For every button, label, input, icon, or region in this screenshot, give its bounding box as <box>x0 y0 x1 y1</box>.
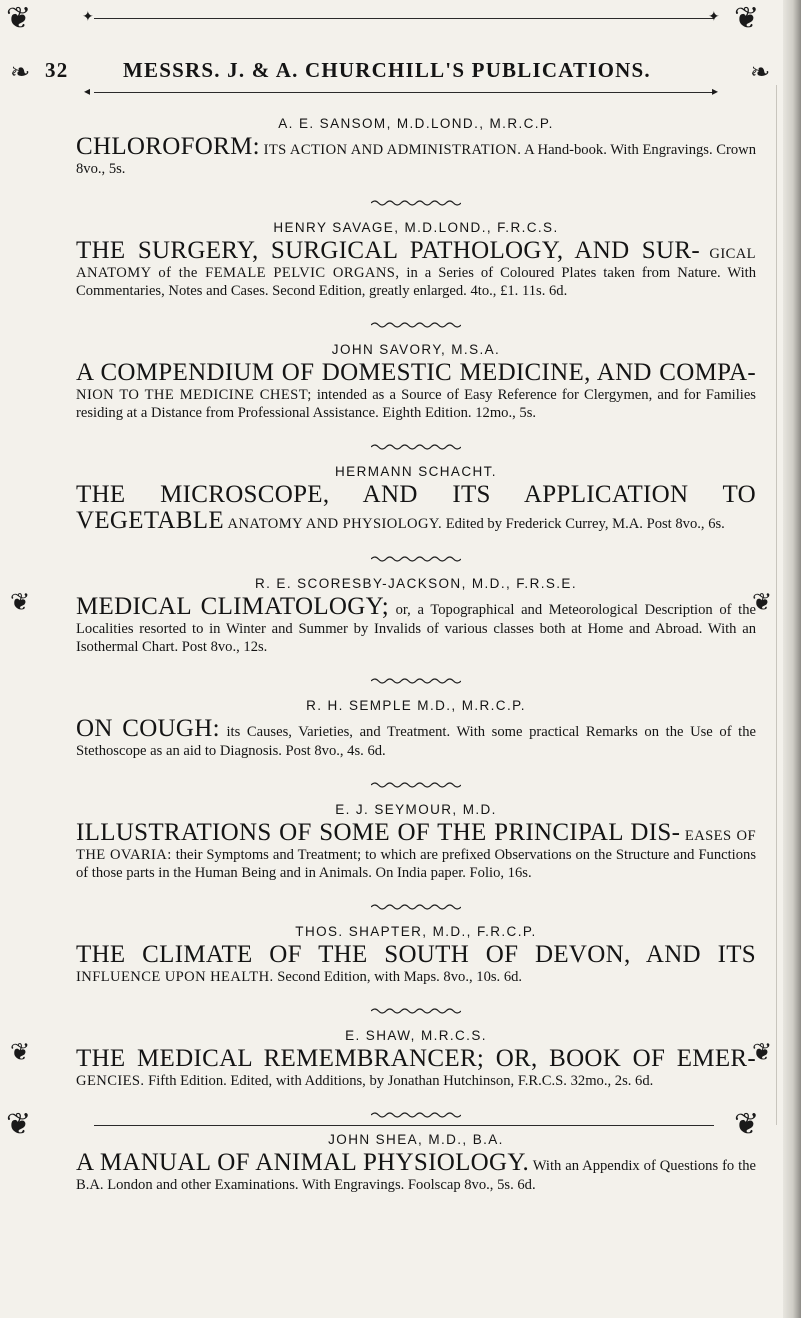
entry-body <box>76 942 756 986</box>
entry-title: THE MEDICAL REMEMBRANCER; OR, BOOK OF EMER- <box>76 1045 756 1072</box>
entry-body <box>76 238 756 300</box>
entry-title: THE MICROSCOPE, AND ITS APPLICATION TO VEGETABLE <box>76 481 756 534</box>
margin-rule <box>776 85 777 1125</box>
left-vine-ornament-icon: ❧ <box>10 58 31 86</box>
entry-author: A. E. SANSOM, M.D.LOND., M.R.C.P. <box>278 116 554 131</box>
head-rule-left-icon: ◂ <box>84 84 91 98</box>
entry-author: JOHN SAVORY, M.S.A. <box>331 342 501 357</box>
entry-details: Fifth Edition. Edited, with Additions, by Jonathan Hutchinson, F.R.C.S. 32mo., 2s. 6d. <box>148 1073 654 1089</box>
catalogue-entry <box>76 924 756 986</box>
entry-author: R. H. SEMPLE M.D., M.R.C.P. <box>306 698 526 713</box>
entry-details: Edited by Frederick Currey, M.A. Post 8vo., 6s. <box>445 516 725 532</box>
entry-title: A COMPENDIUM OF DOMESTIC MEDICINE, AND COMPA- <box>76 359 756 386</box>
entry-separator <box>371 320 461 330</box>
top-border-line <box>94 18 714 19</box>
catalogue-entries <box>76 116 756 1194</box>
entry-body <box>76 1150 756 1194</box>
page-number: 32 <box>45 58 69 82</box>
entry-title: A MANUAL OF ANIMAL PHYSIOLOGY. <box>76 1149 530 1176</box>
left-mid-ornament-icon: ❦ <box>10 588 31 616</box>
entry-body <box>76 594 756 656</box>
entry-separator <box>371 902 461 912</box>
entry-author: E. J. SEYMOUR, M.D. <box>335 802 497 817</box>
head-rule <box>94 92 714 93</box>
entry-body <box>76 360 756 422</box>
publisher-name: MESSRS. J. & A. CHURCHILL'S PUBLICATIONS. <box>123 58 651 82</box>
catalogue-entry <box>76 342 756 422</box>
entry-details: intended as a Source of Easy Reference for Clergymen, and for Families residing at a Distance from Professional Assistance. Eighth Edition. 12mo., 5s. <box>76 387 756 421</box>
page-edge-shadow <box>783 0 801 1318</box>
entry-body <box>76 134 756 178</box>
entry-separator <box>371 1006 461 1016</box>
entry-separator <box>371 1110 461 1120</box>
head-rule-right-icon: ▸ <box>712 84 719 98</box>
entry-subtitle: ITS ACTION AND ADMINISTRATION. <box>263 142 522 158</box>
top-right-ornament-icon: ❦ <box>734 1 760 36</box>
entry-separator <box>371 198 461 208</box>
bottom-right-ornament-icon: ❦ <box>734 1107 760 1142</box>
entry-details: in a Series of Coloured Plates taken from Nature. With Commentaries, Notes and Cases. Second Edition, greatly enlarged. 4to., £1. 11s. 6d. <box>76 265 756 299</box>
catalogue-entry <box>76 116 756 178</box>
entry-author: THOS. SHAPTER, M.D., F.R.C.P. <box>295 924 537 939</box>
entry-details: their Symptoms and Treatment; to which are prefixed Observations on the Structure and Functions of those parts in the Human Being and in Animals. On India paper. Folio, 16s. <box>76 847 757 881</box>
catalogue-entry <box>76 464 756 534</box>
entry-title: MEDICAL CLIMATOLOGY; <box>76 593 389 620</box>
entry-details: its Causes, Varieties, and Treatment. With some practical Remarks on the Use of the Stethoscope as an aid to Diagnosis. Post 8vo., 4s. 6d. <box>76 724 756 759</box>
entry-body <box>76 716 756 760</box>
entry-title: THE SURGERY, SURGICAL PATHOLOGY, AND SUR- <box>76 237 700 264</box>
entry-body <box>76 1046 756 1090</box>
catalogue-entry <box>76 698 756 760</box>
entry-subtitle: NION TO THE MEDICINE CHEST; <box>76 387 312 403</box>
entry-details: A Hand-book. With Engravings. Crown 8vo., 5s. <box>76 142 756 177</box>
entry-details: Second Edition, with Maps. 8vo., 10s. 6d. <box>277 969 523 985</box>
entry-subtitle: ANATOMY AND PHYSIOLOGY. <box>227 516 443 532</box>
bottom-left-ornament-icon: ❦ <box>6 1107 32 1142</box>
catalogue-entry <box>76 802 756 882</box>
catalogue-entry <box>76 1028 756 1090</box>
entry-separator <box>371 442 461 452</box>
entry-title: THE CLIMATE OF THE SOUTH OF DEVON, AND ITS <box>76 941 756 968</box>
entry-subtitle: INFLUENCE UPON HEALTH. <box>76 969 274 985</box>
right-low-ornament-icon: ❦ <box>752 1038 773 1066</box>
top-left-flourish-icon: ✦ <box>82 9 94 25</box>
entry-body <box>76 482 756 534</box>
entry-separator <box>371 676 461 686</box>
catalogue-entry <box>76 1132 756 1194</box>
entry-details: With an Appendix of Questions fo the B.A. London and other Examinations. With Engravings. Foolscap 8vo., 5s. 6d. <box>76 1158 757 1193</box>
bottom-border-line <box>94 1125 714 1126</box>
entry-subtitle: EASES OF THE OVARIA: <box>76 828 757 863</box>
entry-title: ILLUSTRATIONS OF SOME OF THE PRINCIPAL DIS- <box>76 819 681 846</box>
catalogue-entry <box>76 220 756 300</box>
entry-author: HENRY SAVAGE, M.D.LOND., F.R.C.S. <box>273 220 559 235</box>
catalogue-entry <box>76 576 756 656</box>
entry-subtitle: GICAL ANATOMY of the FEMALE PELVIC ORGANS, <box>76 246 756 281</box>
entry-title: CHLOROFORM: <box>76 133 260 160</box>
entry-subtitle: GENCIES. <box>76 1073 145 1089</box>
entry-author: E. SHAW, M.R.C.S. <box>345 1028 487 1043</box>
entry-author: HERMANN SCHACHT. <box>335 464 497 479</box>
right-vine-ornament-icon: ❧ <box>750 58 771 86</box>
entry-separator <box>371 554 461 564</box>
entry-title: ON COUGH: <box>76 715 220 742</box>
entry-author: R. E. SCORESBY-JACKSON, M.D., F.R.S.E. <box>254 576 577 591</box>
top-right-flourish-icon: ✦ <box>708 9 720 25</box>
entry-body <box>76 820 756 882</box>
left-low-ornament-icon: ❦ <box>10 1038 31 1066</box>
entry-details: or, a Topographical and Meteorological Description of the Localities resorted to in Winter and Summer by Invalids of various classes both at Home and Abroad. With an Isothermal Chart. Post 8vo., 12s. <box>76 602 756 655</box>
running-head <box>45 58 745 83</box>
right-mid-ornament-icon: ❦ <box>752 588 773 616</box>
entry-separator <box>371 780 461 790</box>
top-left-ornament-icon: ❦ <box>6 1 32 36</box>
entry-author: JOHN SHEA, M.D., B.A. <box>328 1132 504 1147</box>
